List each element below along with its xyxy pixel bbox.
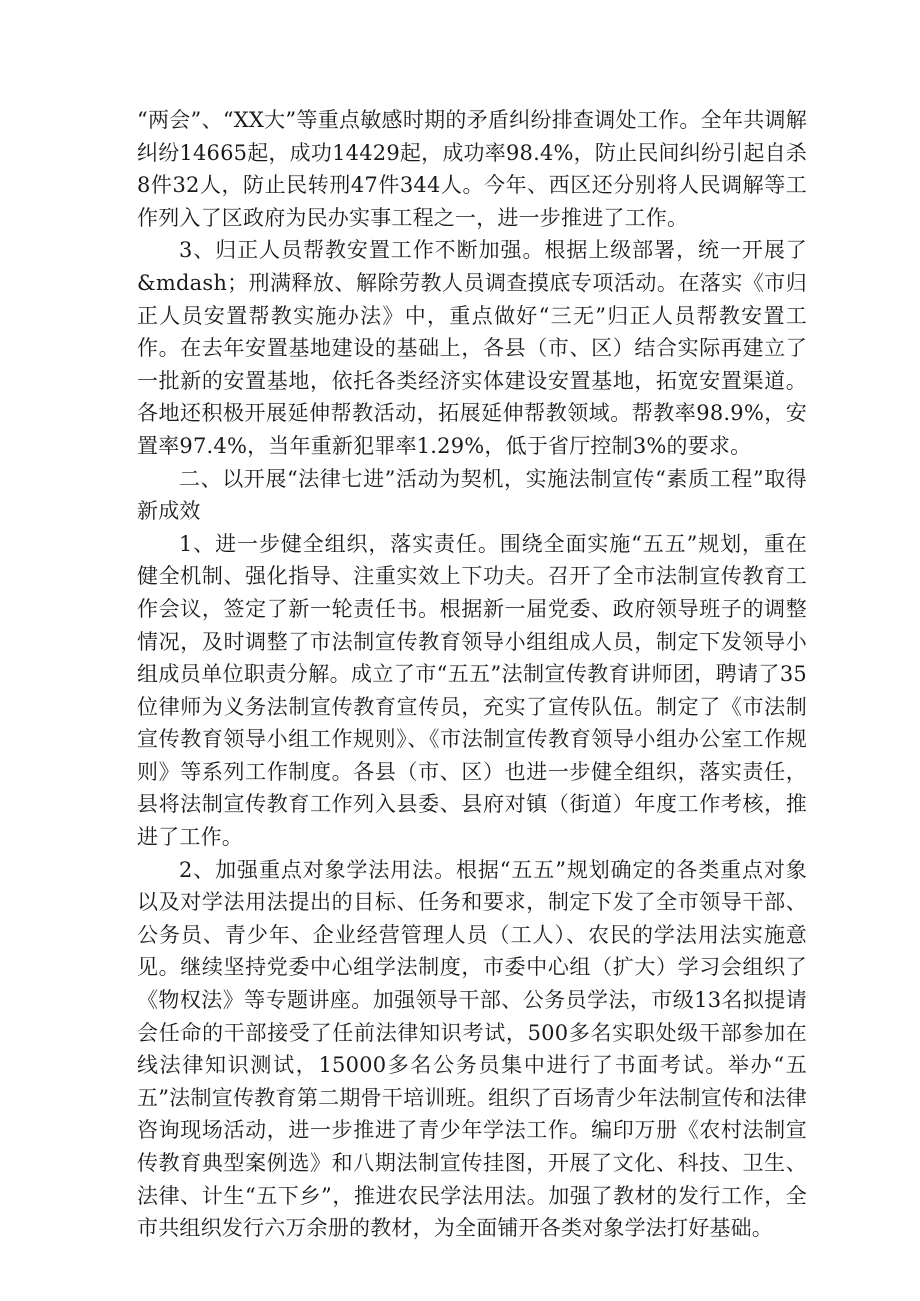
paragraph-mediation-summary: “两会”、“XX大”等重点敏感时期的矛盾纠纷排查调处工作。全年共调解纠纷14665起，成功14429起，成功率98.4%，防止民间纠纷引起自杀8件32人，防止民转刑47件344人。今年、西区还分别将人民调解等工作列入了区政府为民办实事工程之一，进一步推进了工作。 xyxy=(137,108,807,230)
paragraph-key-groups-law-study: 2、加强重点对象学法用法。根据“五五”规划确定的各类重点对象以及对学法用法提出的目标、任务和要求，制定下发了全市领导干部、公务员、青少年、企业经营管理人员（工人）、农民的学法用法实施意见。继续坚持党委中心组学法制度，市委中心组（扩大）学习会组织了《物权法》等专题讲座。加强领导干部、公务员学法，市级13名拟提请会任命的干部接受了任前法律知识考试，500多名实职处级干部参加在线法律知识测试，15000多名公务员集中进行了书面考试。举办“五五”法制宣传教育第二期骨干培训班。组织了百场青少年法制宣传和法律咨询现场活动，进一步推进了青少年学法工作。编印万册《农村法制宣传教育典型案例选》和八期法制宣传挂图，开展了文化、科技、卫生、法律、计生“五下乡”，推进农民学法用法。加强了教材的发行工作，全市共组织发行六万余册的教材，为全面铺开各类对象学法打好基础。 xyxy=(137,857,807,1241)
paragraph-rehabilitation-work: 3、归正人员帮教安置工作不断加强。根据上级部署，统一开展了&mdash；刑满释放、解除劳教人员调查摸底专项活动。在落实《市归正人员安置帮教实施办法》中，重点做好“三无”归正人员帮教安置工作。在去年安置基地建设的基础上，各县（市、区）结合实际再建立了一批新的安置基地，依托各类经济实体建设安置基地，拓宽安置渠道。各地还积极开展延伸帮教活动，拓展延伸帮教领域。帮教率98.9%，安置率97.4%，当年重新犯罪率1.29%，低于省厅控制3%的要求。 xyxy=(137,238,807,458)
section-heading-legal-education: 二、以开展“法律七进”活动为契机，实施法制宣传“素质工程”取得新成效 xyxy=(137,466,807,524)
document-page xyxy=(137,104,807,1245)
paragraph-organization-responsibility: 1、进一步健全组织，落实责任。围绕全面实施“五五”规划，重在健全机制、强化指导、注重实效上下功夫。召开了全市法制宣传教育工作会议，签定了新一轮责任书。根据新一届党委、政府领导班子的调整情况，及时调整了市法制宣传教育领导小组组成人员，制定下发领导小组成员单位职责分解。成立了市“五五”法制宣传教育讲师团，聘请了35位律师为义务法制宣传教育宣传员，充实了宣传队伍。制定了《市法制宣传教育领导小组工作规则》、《市法制宣传教育领导小组办公室工作规则》等系列工作制度。各县（市、区）也进一步健全组织，落实责任，县将法制宣传教育工作列入县委、县府对镇（街道）年度工作考核，推进了工作。 xyxy=(137,531,807,850)
